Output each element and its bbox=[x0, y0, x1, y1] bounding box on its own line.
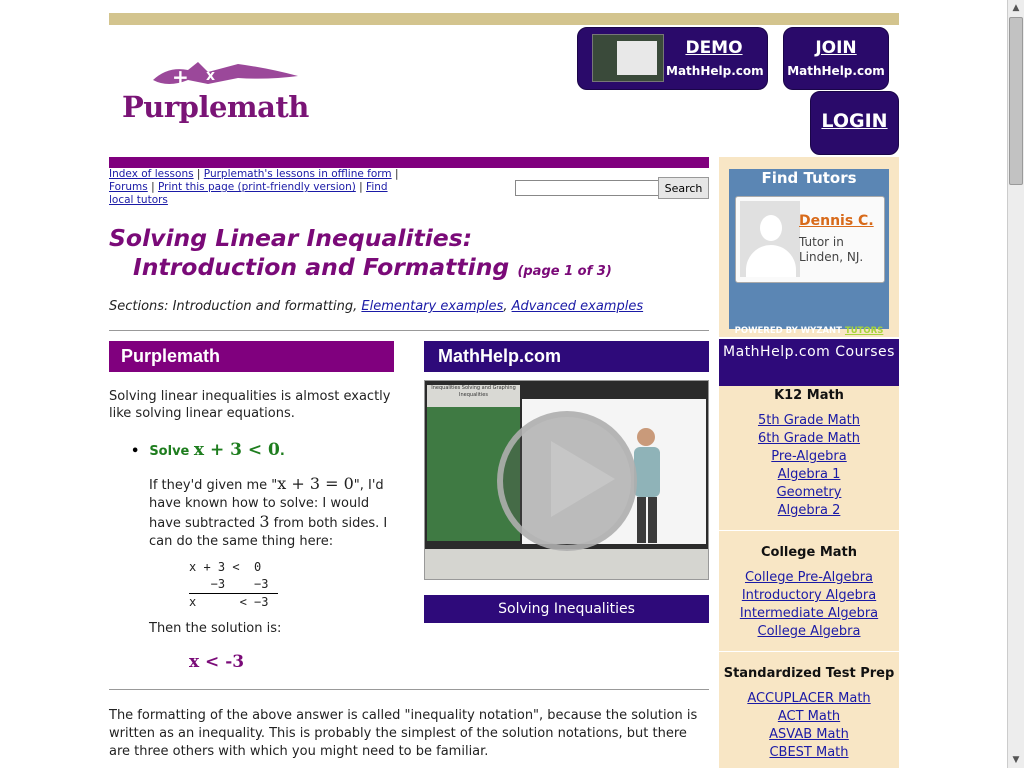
course-section-college bbox=[719, 531, 899, 652]
course-link[interactable]: ASVAB Math bbox=[769, 727, 849, 742]
demo-button[interactable] bbox=[577, 27, 768, 90]
title-line-1: Solving Linear Inequalities: bbox=[109, 224, 473, 252]
exercise-bullet: • Solve x + 3 < 0. bbox=[131, 440, 285, 460]
exercise-expression: x + 3 < 0 bbox=[193, 440, 280, 460]
tutor-card[interactable] bbox=[735, 196, 885, 283]
course-section-test-prep bbox=[719, 652, 899, 768]
purple-divider-bar bbox=[109, 157, 709, 168]
search-input[interactable] bbox=[515, 180, 659, 196]
scrollbar-thumb[interactable] bbox=[1009, 17, 1023, 185]
lesson-video[interactable] bbox=[424, 380, 709, 580]
play-triangle-icon bbox=[551, 441, 615, 517]
course-link[interactable]: 6th Grade Math bbox=[757, 431, 861, 446]
course-link[interactable]: 5th Grade Math bbox=[757, 413, 861, 428]
demo-sublabel: MathHelp.com bbox=[666, 64, 764, 78]
search-button[interactable]: Search bbox=[658, 177, 709, 199]
notation-paragraph: The formatting of the above answer is called "inequality notation", because the solution is written as an inequality. This is probably the simplest of the solution notations, but there are three others with which you might need to be familiar. bbox=[109, 708, 698, 759]
forums-link[interactable]: Forums bbox=[109, 181, 148, 193]
join-label: JOIN bbox=[815, 38, 857, 58]
mathhelp-section-header: MathHelp.com bbox=[424, 341, 709, 372]
svg-text:+: + bbox=[172, 65, 189, 89]
course-section-title: College Math bbox=[760, 545, 858, 560]
avatar bbox=[740, 201, 800, 277]
course-section-title: K12 Math bbox=[774, 388, 844, 403]
index-of-lessons-link[interactable]: Index of lessons bbox=[109, 168, 194, 180]
video-board-header: Inequalities Solving and Graphing Inequalities bbox=[427, 385, 520, 407]
scroll-up-icon[interactable]: ▲ bbox=[1012, 3, 1020, 13]
logo-wordmark: Purplemath bbox=[122, 90, 309, 124]
offline-lessons-link[interactable]: Purplemath's lessons in offline form bbox=[203, 168, 392, 180]
find-tutors-widget bbox=[719, 157, 899, 337]
course-link[interactable]: College Pre-Algebra bbox=[744, 570, 874, 585]
worked-solution: x + 3 < 0 −3 −3 x < −3 bbox=[189, 559, 278, 611]
video-controls[interactable] bbox=[425, 549, 709, 580]
purplemath-logo[interactable] bbox=[118, 58, 308, 130]
course-link[interactable]: Algebra 1 bbox=[777, 467, 841, 482]
join-button[interactable] bbox=[783, 27, 889, 90]
title-line-2: Introduction and Formatting bbox=[133, 253, 510, 281]
explanation-paragraph: If they'd given me "x + 3 = 0", I'd have known how to solve: I would have subtracted 3 from both sides. I can do the same thing here: bbox=[149, 474, 388, 549]
course-section-title: Standardized Test Prep bbox=[723, 666, 895, 681]
vertical-scrollbar[interactable] bbox=[1007, 0, 1024, 768]
print-page-link[interactable]: Print this page (print-friendly version) bbox=[157, 181, 356, 193]
divider bbox=[109, 689, 709, 690]
elementary-examples-link[interactable]: Elementary examples bbox=[361, 299, 504, 314]
courses-header: MathHelp.com Courses bbox=[719, 339, 899, 386]
course-section-k12 bbox=[719, 386, 899, 531]
solving-inequalities-button[interactable]: Solving Inequalities bbox=[424, 595, 709, 623]
course-link[interactable]: College Algebra bbox=[757, 624, 861, 639]
tutor-name-link[interactable]: Dennis C. bbox=[799, 213, 874, 229]
search-form bbox=[515, 177, 709, 199]
course-link[interactable]: Pre-Algebra bbox=[771, 449, 847, 464]
scroll-down-icon[interactable]: ▼ bbox=[1012, 755, 1020, 765]
demo-label: DEMO bbox=[685, 38, 743, 58]
purplemath-section-header: Purplemath bbox=[109, 341, 394, 372]
course-link[interactable]: CBEST Math bbox=[769, 745, 849, 760]
page-indicator: (page 1 of 3) bbox=[517, 264, 612, 279]
intro-paragraph: Solving linear inequalities is almost exactly like solving linear equations. bbox=[109, 389, 391, 421]
course-link[interactable]: Intermediate Algebra bbox=[739, 606, 879, 621]
find-local-tutors-link[interactable]: Find local tutors bbox=[109, 181, 388, 206]
powered-by-wyzant[interactable]: POWERED BY WYZANT TUTORS bbox=[734, 326, 884, 336]
login-label: LOGIN bbox=[821, 110, 888, 132]
course-link[interactable]: ACCUPLACER Math bbox=[747, 691, 871, 706]
demo-thumbnail bbox=[592, 34, 664, 82]
solution-answer: x < -3 bbox=[189, 652, 245, 672]
page-title bbox=[109, 224, 612, 286]
course-link[interactable]: Geometry bbox=[776, 485, 842, 500]
mathhelp-courses-sidebar bbox=[719, 339, 899, 768]
join-sublabel: MathHelp.com bbox=[787, 64, 885, 78]
login-button[interactable] bbox=[810, 91, 899, 155]
sections-nav: Sections: Introduction and formatting, Elementary examples, Advanced examples bbox=[109, 299, 644, 314]
top-gold-bar bbox=[109, 13, 899, 25]
svg-text:x: x bbox=[206, 68, 216, 84]
top-links: Index of lessons | Purplemath's lessons in offline form | Forums | Print this page (print-friendly version) | Find local tutors bbox=[109, 168, 399, 206]
course-link[interactable]: Introductory Algebra bbox=[741, 588, 877, 603]
tutor-location: Tutor in Linden, NJ. bbox=[799, 235, 864, 264]
course-link[interactable]: ACT Math bbox=[777, 709, 841, 724]
then-text: Then the solution is: bbox=[149, 621, 282, 636]
advanced-examples-link[interactable]: Advanced examples bbox=[511, 299, 644, 314]
find-tutors-header: Find Tutors bbox=[761, 169, 857, 187]
divider bbox=[109, 330, 709, 331]
course-link[interactable]: Algebra 2 bbox=[777, 503, 841, 518]
